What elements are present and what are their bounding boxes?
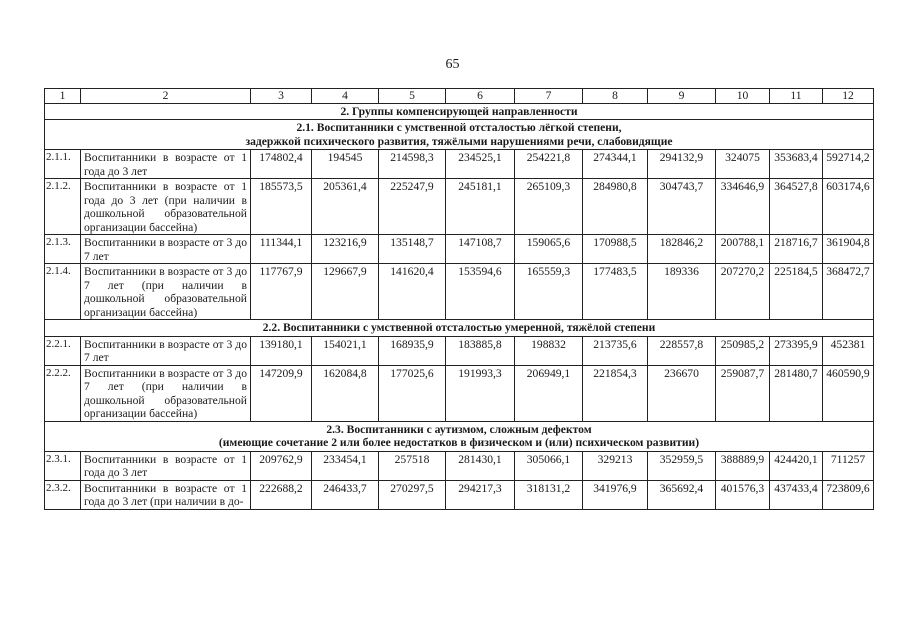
- row-description: Воспитанники в возрасте от 3 до 7 лет (при наличии в дошкольной образовательной организации бассейна): [81, 365, 251, 421]
- value-cell: 284980,8: [583, 179, 648, 235]
- row-code: 2.3.2.: [45, 480, 81, 509]
- value-cell: 221854,3: [583, 365, 648, 421]
- section-title-line: 2.1. Воспитанники с умственной отсталостью лёгкой степени,: [296, 121, 622, 134]
- value-cell: 162084,8: [312, 365, 379, 421]
- value-cell: 165559,3: [515, 264, 583, 320]
- value-cell: 207270,2: [716, 264, 770, 320]
- value-cell: 711257: [823, 451, 874, 480]
- row-code: 2.1.1.: [45, 150, 81, 179]
- value-cell: 174802,4: [251, 150, 312, 179]
- value-cell: 168935,9: [379, 336, 446, 365]
- value-cell: 305066,1: [515, 451, 583, 480]
- value-cell: 159065,6: [515, 235, 583, 264]
- value-cell: 246433,7: [312, 480, 379, 509]
- section-heading-row: [45, 120, 874, 150]
- table-row: [45, 179, 874, 235]
- value-cell: 228557,8: [648, 336, 716, 365]
- column-number-row: [45, 89, 874, 104]
- value-cell: 334646,9: [716, 179, 770, 235]
- row-description: Воспитанники в возрасте от 3 до 7 лет: [81, 235, 251, 264]
- value-cell: 341976,9: [583, 480, 648, 509]
- value-cell: 205361,4: [312, 179, 379, 235]
- tariff-table: [44, 88, 874, 510]
- value-cell: 139180,1: [251, 336, 312, 365]
- value-cell: 177483,5: [583, 264, 648, 320]
- page-number: 65: [445, 57, 460, 72]
- row-description: Воспитанники в возрасте от 3 до 7 лет: [81, 336, 251, 365]
- value-cell: 304743,7: [648, 179, 716, 235]
- value-cell: 123216,9: [312, 235, 379, 264]
- value-cell: 265109,3: [515, 179, 583, 235]
- value-cell: 368472,7: [823, 264, 874, 320]
- value-cell: 329213: [583, 451, 648, 480]
- value-cell: 245181,1: [446, 179, 515, 235]
- row-description: Воспитанники в возрасте от 1 года до 3 лет (при наличии в до-: [81, 480, 251, 509]
- value-cell: 213735,6: [583, 336, 648, 365]
- value-cell: 353683,4: [770, 150, 823, 179]
- section-title-line: 2.3. Воспитанники с аутизмом, сложным дефектом: [326, 422, 592, 436]
- value-cell: 177025,6: [379, 365, 446, 421]
- value-cell: 147209,9: [251, 365, 312, 421]
- value-cell: 233454,1: [312, 451, 379, 480]
- value-cell: 218716,7: [770, 235, 823, 264]
- column-header: 11: [770, 89, 823, 104]
- value-cell: 361904,8: [823, 235, 874, 264]
- section-title-2: 2. Группы компенсирующей направленности: [45, 103, 874, 120]
- row-code: 2.1.2.: [45, 179, 81, 235]
- value-cell: 603174,6: [823, 179, 874, 235]
- value-cell: 194545: [312, 150, 379, 179]
- section-title-2-1: [45, 120, 874, 150]
- section-title-2-3: [45, 421, 874, 451]
- value-cell: 183885,8: [446, 336, 515, 365]
- row-description: Воспитанники в возрасте от 1 года до 3 лет (при наличии в дошкольной образовательной организации бассейна): [81, 179, 251, 235]
- row-code: 2.3.1.: [45, 451, 81, 480]
- value-cell: 424420,1: [770, 451, 823, 480]
- value-cell: 154021,1: [312, 336, 379, 365]
- column-header: 3: [251, 89, 312, 104]
- table-row: [45, 235, 874, 264]
- value-cell: 182846,2: [648, 235, 716, 264]
- value-cell: 723809,6: [823, 480, 874, 509]
- value-cell: 117767,9: [251, 264, 312, 320]
- section-heading-row: [45, 421, 874, 451]
- section-title-line: (имеющие сочетание 2 или более недостатков в физическом и (или) психическом развитии): [218, 436, 700, 449]
- value-cell: 281430,1: [446, 451, 515, 480]
- value-cell: 209762,9: [251, 451, 312, 480]
- value-cell: 401576,3: [716, 480, 770, 509]
- value-cell: 236670: [648, 365, 716, 421]
- row-code: 2.1.3.: [45, 235, 81, 264]
- value-cell: 147108,7: [446, 235, 515, 264]
- column-header: 6: [446, 89, 515, 104]
- value-cell: 185573,5: [251, 179, 312, 235]
- table-row: [45, 336, 874, 365]
- value-cell: 365692,4: [648, 480, 716, 509]
- column-header: 2: [81, 89, 251, 104]
- value-cell: 274344,1: [583, 150, 648, 179]
- column-header: 1: [45, 89, 81, 104]
- value-cell: 225247,9: [379, 179, 446, 235]
- row-description: Воспитанники в возрасте от 1 года до 3 лет: [81, 451, 251, 480]
- value-cell: 592714,2: [823, 150, 874, 179]
- section-heading-row: [45, 103, 874, 120]
- value-cell: 318131,2: [515, 480, 583, 509]
- column-header: 5: [379, 89, 446, 104]
- value-cell: 191993,3: [446, 365, 515, 421]
- table-row: [45, 365, 874, 421]
- row-code: 2.1.4.: [45, 264, 81, 320]
- row-description: Воспитанники в возрасте от 1 года до 3 лет: [81, 150, 251, 179]
- section-title-line: задержкой психического развития, тяжёлыми нарушениями речи, слабовидящие: [245, 134, 673, 148]
- value-cell: 257518: [379, 451, 446, 480]
- value-cell: 324075: [716, 150, 770, 179]
- section-heading-row: [45, 320, 874, 337]
- column-header: 4: [312, 89, 379, 104]
- value-cell: 259087,7: [716, 365, 770, 421]
- value-cell: 281480,7: [770, 365, 823, 421]
- value-cell: 189336: [648, 264, 716, 320]
- value-cell: 214598,3: [379, 150, 446, 179]
- row-description: Воспитанники в возрасте от 3 до 7 лет (при наличии в дошкольной образовательной организации бассейна): [81, 264, 251, 320]
- row-code: 2.2.1.: [45, 336, 81, 365]
- table-row: [45, 150, 874, 179]
- value-cell: 111344,1: [251, 235, 312, 264]
- value-cell: 170988,5: [583, 235, 648, 264]
- value-cell: 294217,3: [446, 480, 515, 509]
- table-row: [45, 451, 874, 480]
- value-cell: 135148,7: [379, 235, 446, 264]
- value-cell: 141620,4: [379, 264, 446, 320]
- value-cell: 437433,4: [770, 480, 823, 509]
- table-row: [45, 480, 874, 509]
- column-header: 12: [823, 89, 874, 104]
- value-cell: 352959,5: [648, 451, 716, 480]
- value-cell: 388889,9: [716, 451, 770, 480]
- value-cell: 270297,5: [379, 480, 446, 509]
- value-cell: 234525,1: [446, 150, 515, 179]
- value-cell: 452381: [823, 336, 874, 365]
- value-cell: 364527,8: [770, 179, 823, 235]
- column-header: 10: [716, 89, 770, 104]
- value-cell: 273395,9: [770, 336, 823, 365]
- column-header: 8: [583, 89, 648, 104]
- value-cell: 294132,9: [648, 150, 716, 179]
- column-header: 7: [515, 89, 583, 104]
- value-cell: 129667,9: [312, 264, 379, 320]
- value-cell: 460590,9: [823, 365, 874, 421]
- value-cell: 225184,5: [770, 264, 823, 320]
- value-cell: 206949,1: [515, 365, 583, 421]
- value-cell: 250985,2: [716, 336, 770, 365]
- value-cell: 153594,6: [446, 264, 515, 320]
- section-title-2-2: 2.2. Воспитанники с умственной отсталостью умеренной, тяжёлой степени: [45, 320, 874, 337]
- table-row: [45, 264, 874, 320]
- value-cell: 254221,8: [515, 150, 583, 179]
- column-header: 9: [648, 89, 716, 104]
- value-cell: 222688,2: [251, 480, 312, 509]
- row-code: 2.2.2.: [45, 365, 81, 421]
- value-cell: 198832: [515, 336, 583, 365]
- value-cell: 200788,1: [716, 235, 770, 264]
